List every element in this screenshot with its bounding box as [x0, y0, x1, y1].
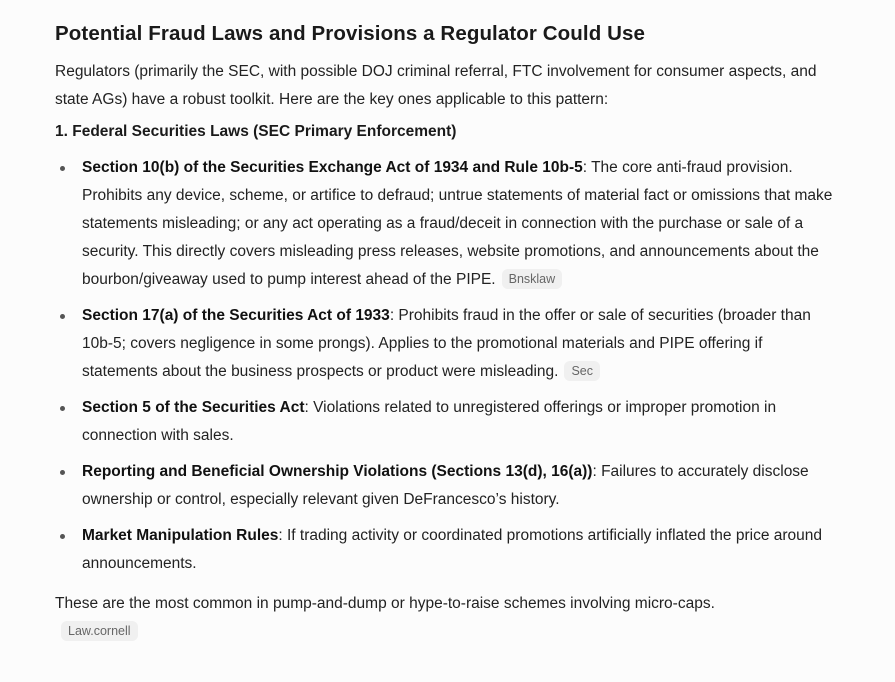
item-title: Reporting and Beneficial Ownership Violations (Sections 13(d), 16(a))	[82, 463, 593, 480]
bullet-icon	[60, 166, 65, 171]
item-text: : The core anti-fraud provision. Prohibits any device, scheme, or artifice to defraud; untrue statements of material fact or omissions that make statements misleading; or any act operating as a fraud/deceit in connection with the purchase or sale of a security. This directly covers misleading press releases, website promotions, and announcements about the bourbon/giveaway used to pump interest ahead of the PIPE.	[82, 159, 833, 288]
closing-text: These are the most common in pump-and-dump or hype-to-raise schemes involving micro-caps.	[55, 595, 715, 612]
citation-chip[interactable]: Sec	[564, 361, 600, 381]
item-text: : Prohibits fraud in the offer or sale of securities (broader than 10b-5; covers negligence in some prongs). Applies to the promotional materials and PIPE offering if statements about the business prospects or product were misleading.	[82, 307, 811, 380]
bullet-icon	[60, 470, 65, 475]
citation-chip[interactable]: Bnsklaw	[502, 269, 563, 289]
citation-chip[interactable]: Law.cornell	[61, 621, 138, 641]
item-text: : If trading activity or coordinated promotions artificially inflated the price around announcements.	[82, 527, 823, 572]
bullet-icon	[60, 314, 65, 319]
list-item	[55, 154, 835, 294]
page-heading: Potential Fraud Laws and Provisions a Regulator Could Use	[55, 22, 646, 45]
list-item	[55, 458, 835, 514]
provisions-list	[55, 154, 835, 578]
list-item	[55, 522, 835, 578]
item-title: Section 5 of the Securities Act	[82, 399, 305, 416]
response-content	[55, 18, 835, 646]
item-title: Section 10(b) of the Securities Exchange Act of 1934 and Rule 10b-5	[82, 159, 583, 176]
list-item	[55, 302, 835, 386]
intro-paragraph: Regulators (primarily the SEC, with possible DOJ criminal referral, FTC involvement for consumer aspects, and state AGs) have a robust toolkit. Here are the key ones applicable to this pattern:	[55, 63, 817, 108]
section-title: 1. Federal Securities Laws (SEC Primary Enforcement)	[55, 123, 457, 140]
bullet-icon	[60, 534, 65, 539]
closing-paragraph	[55, 590, 755, 646]
item-text: : Violations related to unregistered offerings or improper promotion in connection with sales.	[82, 399, 777, 444]
item-text: : Failures to accurately disclose ownership or control, especially relevant given DeFrancesco’s history.	[82, 463, 809, 508]
item-title: Section 17(a) of the Securities Act of 1933	[82, 307, 390, 324]
item-title: Market Manipulation Rules	[82, 527, 279, 544]
list-item	[55, 394, 835, 450]
bullet-icon	[60, 406, 65, 411]
